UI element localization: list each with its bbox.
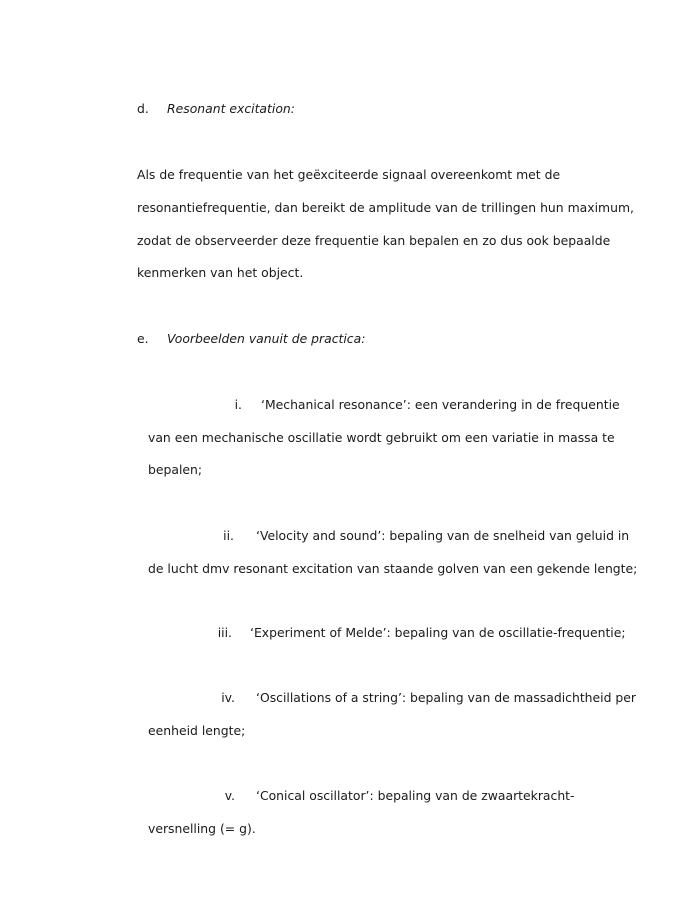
paragraph-line-2: resonantiefrequentie, dan bereikt de amplitude van de trillingen hun maximum, bbox=[137, 200, 634, 215]
section-e-marker: e. bbox=[137, 331, 149, 346]
example-i-line-2: van een mechanische oscillatie wordt gebruikt om een variatie in massa te bbox=[148, 430, 615, 445]
example-v-numeral: v. bbox=[224, 788, 235, 803]
example-iii-numeral: iii. bbox=[217, 625, 232, 640]
example-i-line-1: ‘Mechanical resonance’: een verandering in de frequentie bbox=[261, 397, 620, 412]
paragraph-line-3: zodat de observeerder deze frequentie kan bepalen en zo dus ook bepaalde bbox=[137, 233, 611, 248]
example-iv-line-2: eenheid lengte; bbox=[148, 723, 246, 738]
example-v-line-2: versnelling (= g). bbox=[148, 821, 256, 836]
example-iv-line-1: ‘Oscillations of a string’: bepaling van de massadichtheid per bbox=[256, 690, 636, 705]
example-ii-numeral: ii. bbox=[223, 528, 234, 543]
example-i-line-3: bepalen; bbox=[148, 462, 203, 477]
section-e-title: Voorbeelden vanuit de practica: bbox=[167, 331, 366, 346]
section-d-title: Resonant excitation: bbox=[167, 101, 295, 116]
paragraph-line-4: kenmerken van het object. bbox=[137, 265, 304, 280]
example-iii-line-1: ‘Experiment of Melde’: bepaling van de oscillatie-frequentie; bbox=[250, 625, 626, 640]
example-ii-line-2: de lucht dmv resonant excitation van staande golven van een gekende lengte; bbox=[148, 561, 638, 576]
section-d-marker: d. bbox=[137, 101, 149, 116]
example-i-numeral: i. bbox=[234, 397, 242, 412]
paragraph-line-1: Als de frequentie van het geëxciteerde signaal overeenkomt met de bbox=[137, 167, 561, 182]
example-ii-line-1: ‘Velocity and sound’: bepaling van de snelheid van geluid in bbox=[256, 528, 630, 543]
example-v-line-1: ‘Conical oscillator’: bepaling van de zwaartekracht- bbox=[256, 788, 575, 803]
example-iv-numeral: iv. bbox=[221, 690, 235, 705]
